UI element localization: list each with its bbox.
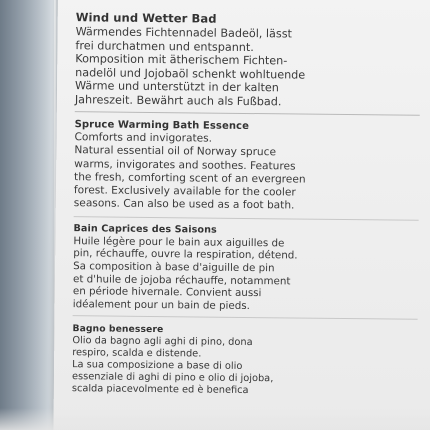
section-english — [74, 119, 415, 214]
french-title: Bain Caprices des Saisons — [73, 222, 217, 236]
italian-text: Olio da bagno agli aghi di pino, dona respiro, scalda e distende. La sua composizione a base di olio essenziale di aghi di pino e olio di jojoba, scalda piacevolmente ed è benefica — [71, 335, 274, 396]
product-label — [53, 0, 430, 430]
divider — [75, 111, 420, 116]
german-text: Wärmendes Fichtennadel Badeöl, lässt frei durchatmen und entspannt. Komposition mit ätherischem Fichten- nadelöl und Jojobaöl schenkt wohltuende Wärme und unterstützt in der kalten Jahreszeit. Bewährt auch als Fußbad. — [74, 25, 306, 108]
italian-title: Bagno benessere — [72, 323, 164, 336]
german-title: Wind und Wetter Bad — [75, 10, 217, 26]
bottom-fade — [0, 408, 430, 430]
french-text: Huile légère pour le bain aux aiguilles de pin, réchauffe, ouvre la respiration, détend. Sa composition à base d'aiguille de pin et d'huile de jojoba réchauffe, notamment en période hivernale. Convient aussi idéalement pour un bain de pieds. — [72, 234, 298, 312]
english-title: Spruce Warming Bath Essence — [74, 119, 250, 133]
divider — [74, 216, 419, 221]
section-french — [73, 223, 414, 314]
english-text: Comforts and invigorates. Natural essential oil of Norway spruce warms, invigorates and soothes. Features the fresh, comforting scent of an evergreen forest. Exclusively available for the cooler seasons. Can also be used as a foot bath. — [73, 131, 306, 212]
divider — [73, 316, 418, 321]
bottle-edge — [0, 0, 56, 430]
section-german — [75, 10, 416, 110]
label-content — [72, 10, 416, 398]
section-italian — [72, 324, 413, 399]
